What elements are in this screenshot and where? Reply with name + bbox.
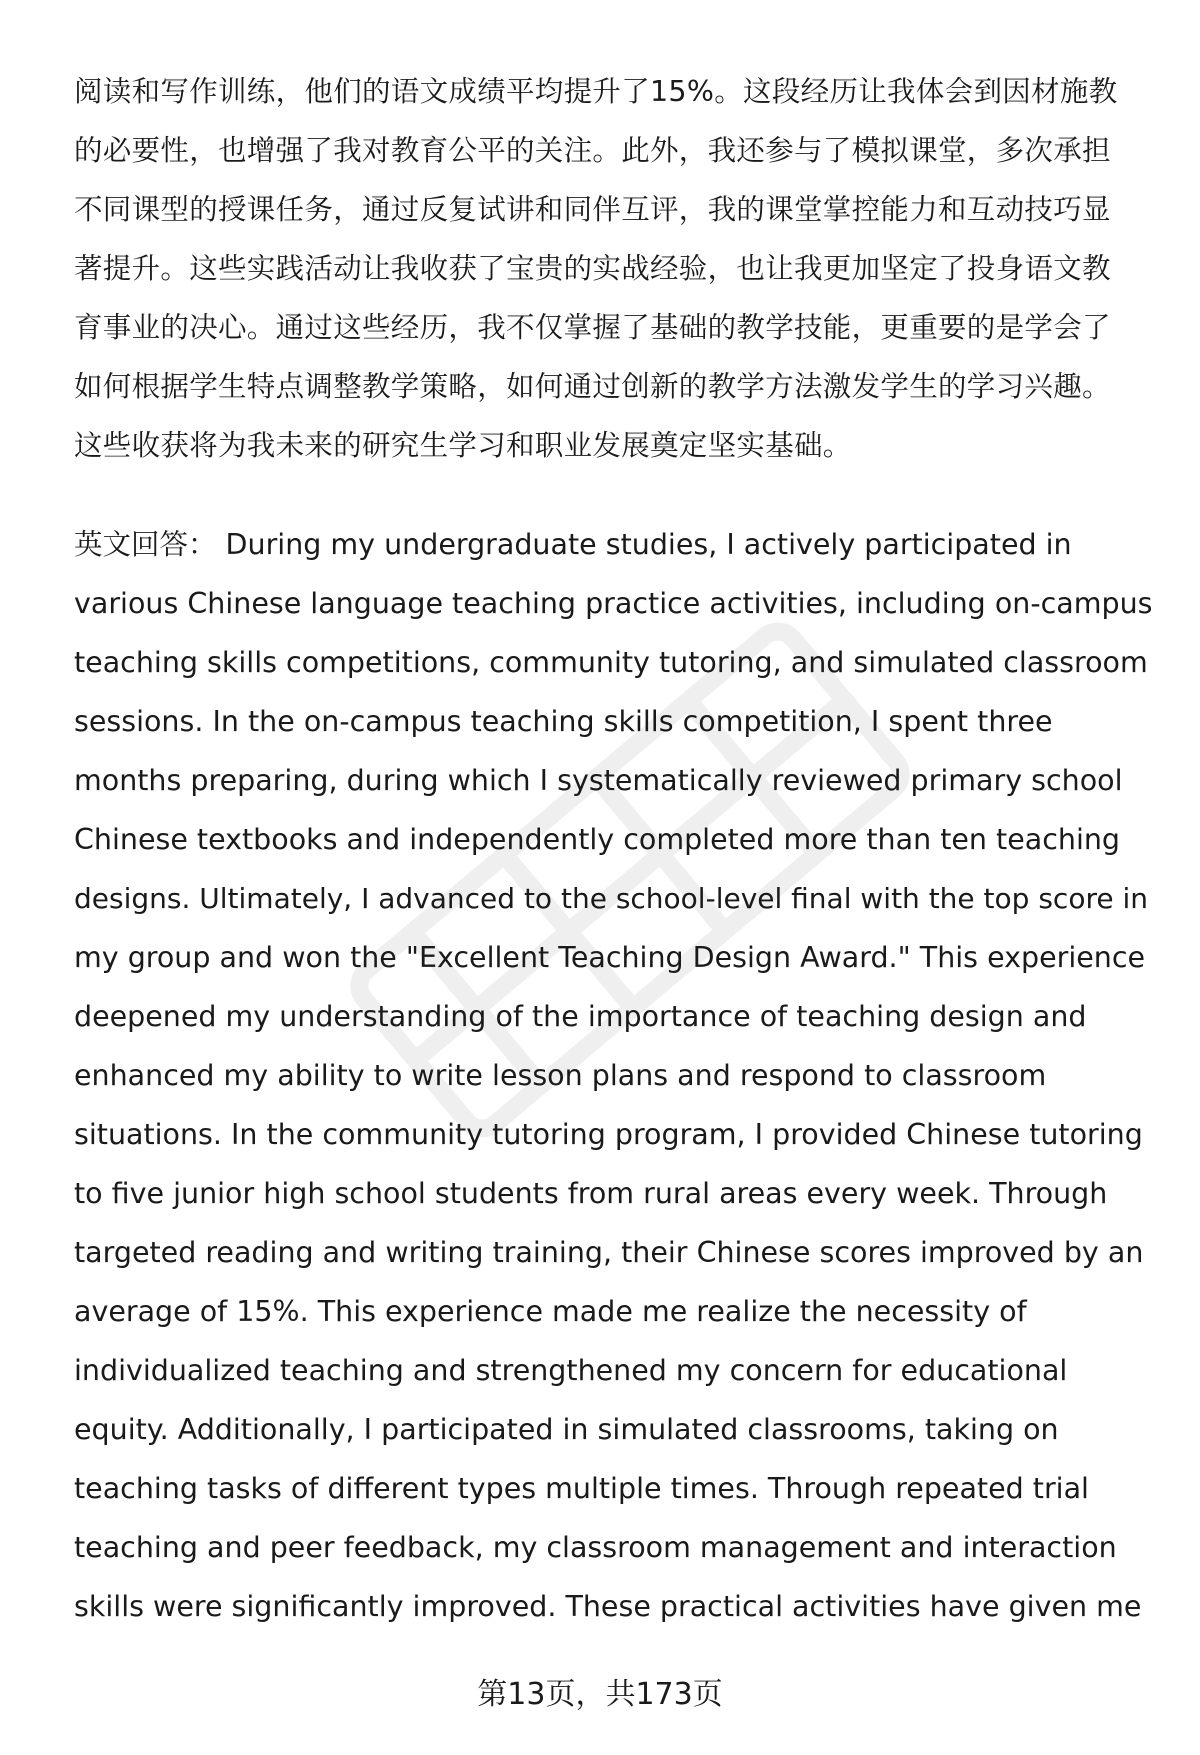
answer-line: designs. Ultimately, I advanced to the school-level final with the top score in [74, 882, 1148, 915]
paragraph-line: 不同课型的授课任务，通过反复试讲和同伴互评，我的课堂掌控能力和互动技巧显 [74, 193, 1111, 226]
answer-line: deepened my understanding of the importance of teaching design and [74, 1000, 1087, 1033]
answer-line: situations. In the community tutoring program, I provided Chinese tutoring [74, 1118, 1143, 1151]
answer-line: individualized teaching and strengthened my concern for educational [74, 1354, 1068, 1387]
paragraph-line: 著提升。这些实践活动让我收获了宝贵的实战经验，也让我更加坚定了投身语文教 [74, 252, 1111, 285]
answer-line: teaching tasks of different types multiple times. Through repeated trial [74, 1472, 1089, 1505]
answer-line: months preparing, during which I systematically reviewed primary school [74, 764, 1123, 797]
page-number-footer: 第13页，共173页 [477, 1677, 723, 1712]
paragraph-line: 这些收获将为我未来的研究生学习和职业发展奠定坚实基础。 [74, 429, 852, 462]
answer-line: to five junior high school students from rural areas every week. Through [74, 1177, 1108, 1210]
paragraph-line: 如何根据学生特点调整教学策略，如何通过创新的教学方法激发学生的学习兴趣。 [74, 370, 1111, 403]
answer-line: various Chinese language teaching practice activities, including on-campus [74, 587, 1153, 620]
answer-line: average of 15%. This experience made me realize the necessity of [74, 1295, 1027, 1328]
answer-line: teaching skills competitions, community tutoring, and simulated classroom [74, 646, 1148, 679]
paragraph-line: 的必要性，也增强了我对教育公平的关注。此外，我还参与了模拟课堂，多次承担 [74, 134, 1111, 167]
chinese-paragraph [74, 62, 1154, 475]
english-answer [74, 515, 1154, 1636]
answer-line: teaching and peer feedback, my classroom management and interaction [74, 1531, 1117, 1564]
answer-line: targeted reading and writing training, their Chinese scores improved by an [74, 1236, 1144, 1269]
answer-line: enhanced my ability to write lesson plans and respond to classroom [74, 1059, 1047, 1092]
answer-line: equity. Additionally, I participated in simulated classrooms, taking on [74, 1413, 1059, 1446]
answer-line: 英文回答： During my undergraduate studies, I actively participated in [74, 528, 1072, 561]
paragraph-line: 育事业的决心。通过这些经历，我不仅掌握了基础的教学技能，更重要的是学会了 [74, 311, 1111, 344]
paragraph-line: 阅读和写作训练，他们的语文成绩平均提升了15%。这段经历让我体会到因材施教 [74, 75, 1118, 108]
answer-line: Chinese textbooks and independently completed more than ten teaching [74, 823, 1121, 856]
answer-line: skills were significantly improved. These practical activities have given me [74, 1590, 1142, 1623]
answer-line: sessions. In the on-campus teaching skills competition, I spent three [74, 705, 1053, 738]
answer-line: my group and won the "Excellent Teaching Design Award." This experience [74, 941, 1146, 974]
